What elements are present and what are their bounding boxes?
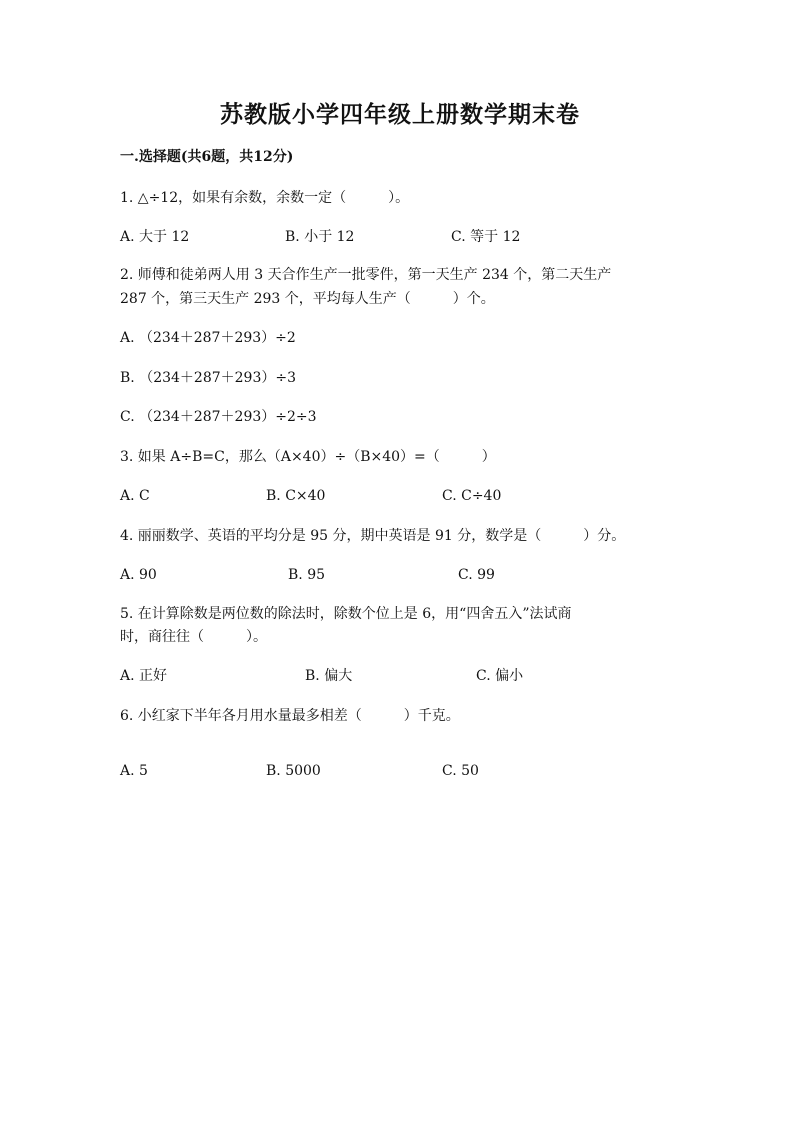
question-2-text-line-2: 287 个，第三天生产 293 个，平均每人生产（ ）个。 [120,291,495,307]
question-6-option-a: A. 5 [120,763,148,779]
question-2-text-line-1: 2. 师傅和徒弟两人用 3 天合作生产一批零件，第一天生产 234 个，第二天生产 [120,267,612,283]
question-2-option-b: B. （234＋287＋293）÷3 [120,370,296,386]
question-3-option-a: A. C [120,488,150,504]
question-5-option-b: B. 偏大 [305,668,353,684]
question-4-option-c: C. 99 [458,567,495,583]
question-1-option-c: C. 等于 12 [451,229,521,245]
question-2-option-c: C. （234＋287＋293）÷2÷3 [120,409,317,425]
question-3-option-c: C. C÷40 [442,488,502,504]
question-6-option-b: B. 5000 [266,763,321,779]
question-1-text: 1. △÷12，如果有余数，余数一定（ ）。 [120,190,410,206]
question-3-option-b: B. C×40 [266,488,326,504]
question-3-text: 3. 如果 A÷B=C，那么（A×40）÷（B×40）=（ ） [120,449,496,465]
question-6-option-c: C. 50 [442,763,479,779]
question-5-text-line-1: 5. 在计算除数是两位数的除法时，除数个位上是 6，用“四舍五入”法试商 [120,606,572,622]
question-6-text: 6. 小红家下半年各月用水量最多相差（ ）千克。 [120,708,460,724]
page-title: 苏教版小学四年级上册数学期末卷 [220,101,580,128]
section-heading: 一.选择题(共6题，共12分) [120,149,294,165]
question-4-option-b: B. 95 [288,567,326,583]
question-4-text: 4. 丽丽数学、英语的平均分是 95 分，期中英语是 91 分，数学是（ ）分。 [120,528,626,544]
question-1-option-b: B. 小于 12 [285,229,355,245]
question-5-option-c: C. 偏小 [476,668,524,684]
question-2-option-a: A. （234＋287＋293）÷2 [120,330,296,346]
question-1-option-a: A. 大于 12 [120,229,190,245]
question-5-text-line-2: 时，商往往（ ）。 [120,629,267,645]
question-4-option-a: A. 90 [120,567,157,583]
question-5-option-a: A. 正好 [120,668,168,684]
